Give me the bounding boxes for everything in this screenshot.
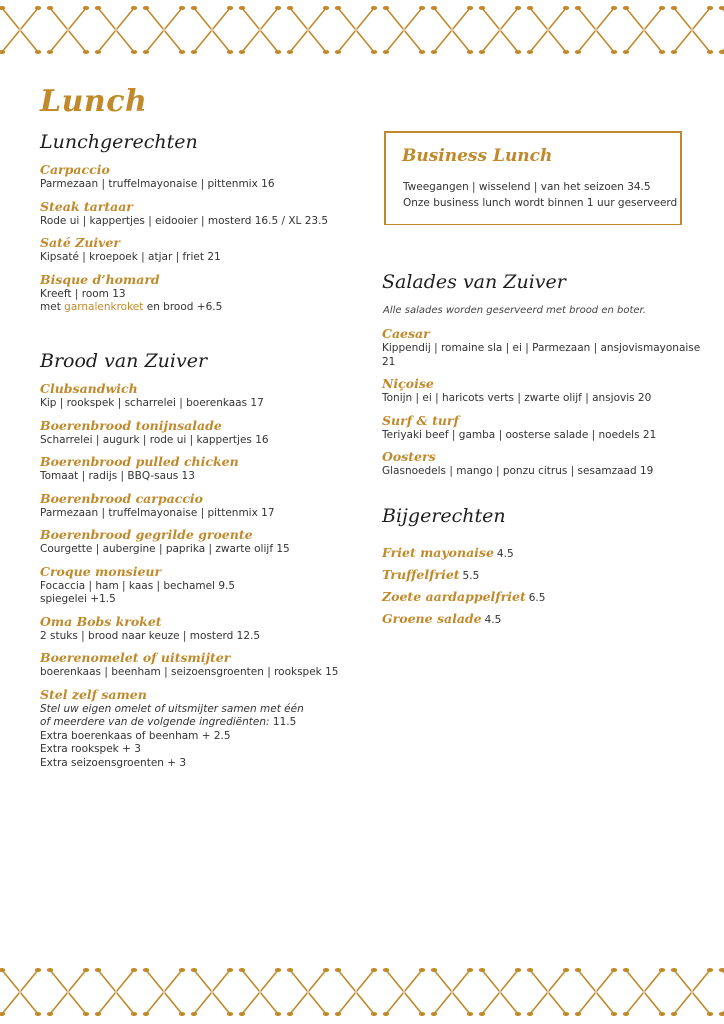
item-name: Boerenbrood gegrilde groente (40, 527, 253, 542)
crossed-cutlery-icon (479, 6, 521, 54)
item-name: Boerenomelet of uitsmijter (40, 650, 231, 665)
crossed-cutlery-icon (719, 968, 724, 1016)
item-name: Oosters (382, 449, 436, 464)
menu-item (40, 199, 360, 229)
crossed-cutlery-icon (95, 968, 137, 1016)
menu-item (40, 527, 370, 557)
item-name: Stel zelf samen (40, 686, 147, 702)
item-description: Courgette | aubergine | paprika | zwarte olijf 15 (40, 543, 290, 555)
crossed-cutlery-icon (623, 968, 665, 1016)
menu-item (40, 687, 370, 771)
crossed-cutlery-icon (383, 968, 425, 1016)
crossed-cutlery-icon (95, 6, 137, 54)
crossed-cutlery-icon (527, 6, 569, 54)
menu-item (40, 162, 360, 192)
item-description: Focaccia | ham | kaas | bechamel 9.5 (40, 579, 236, 592)
item-extra: Extra boerenkaas of beenham + 2.5 (40, 729, 231, 742)
item-name: Surf & turf (382, 412, 459, 428)
crossed-cutlery-icon (671, 968, 713, 1016)
crossed-cutlery-icon (0, 968, 41, 1016)
extra-highlight: garnalenkroket (64, 301, 144, 313)
item-description: boerenkaas | beenham | seizoensgroenten | rookspek 15 (40, 666, 339, 678)
business-lunch-title: Business Lunch (402, 146, 553, 166)
crossed-cutlery-icon (191, 6, 233, 54)
lunchgerechten-list (40, 162, 360, 322)
item-name: Clubsandwich (40, 381, 138, 396)
item-name: Niçoise (382, 376, 434, 391)
item-extra: Extra seizoensgroenten + 3 (40, 756, 187, 769)
crossed-cutlery-icon (287, 968, 329, 1016)
item-name: Saté Zuiver (40, 235, 120, 250)
section-title-lunchgerechten: Lunchgerechten (40, 131, 198, 153)
business-line: Onze business lunch wordt binnen 1 uur geserveerd (403, 197, 678, 209)
item-price: 11.5 (269, 716, 297, 728)
menu-item (382, 326, 712, 369)
salades-list (382, 326, 712, 486)
crossed-cutlery-icon (335, 968, 377, 1016)
item-name: Carpaccio (40, 162, 110, 177)
item-description: Scharrelei | augurk | rode ui | kappertjes 16 (40, 433, 269, 446)
business-lunch-box (384, 131, 682, 225)
item-name: Caesar (382, 326, 430, 341)
section-title-bijgerechten: Bijgerechten (382, 505, 506, 527)
item-name: Oma Bobs kroket (40, 613, 162, 629)
item-description: Parmezaan | truffelmayonaise | pittenmix 16 (40, 178, 275, 190)
item-name: Groene salade (382, 611, 482, 626)
item-description: Tomaat | radijs | BBQ-saus 13 (40, 470, 195, 482)
crossed-cutlery-icon (47, 968, 89, 1016)
menu-item (40, 381, 370, 411)
menu-item (382, 449, 712, 479)
business-lunch-details (403, 179, 677, 211)
menu-item (40, 454, 370, 484)
crossed-cutlery-icon (431, 6, 473, 54)
side-item (382, 542, 545, 564)
side-item (382, 564, 545, 586)
crossed-cutlery-icon (239, 968, 281, 1016)
bijgerechten-list (382, 542, 545, 630)
menu-item (40, 418, 370, 448)
menu-item (40, 235, 360, 265)
item-name: Boerenbrood pulled chicken (40, 454, 239, 469)
item-extra: Extra rookspek + 3 (40, 743, 141, 755)
menu-item (40, 491, 370, 521)
item-description: spiegelei +1.5 (40, 593, 116, 605)
item-price: 5.5 (462, 570, 480, 582)
crossed-cutlery-icon (527, 968, 569, 1016)
item-name: Boerenbrood carpaccio (40, 490, 204, 506)
item-price: 6.5 (528, 592, 546, 604)
crossed-cutlery-icon (575, 968, 617, 1016)
menu-item (382, 413, 712, 443)
menu-item (40, 272, 360, 315)
crossed-cutlery-icon (383, 6, 425, 54)
crossed-cutlery-icon (143, 6, 185, 54)
business-line: Tweegangen | wisselend | van het seizoen 34.5 (403, 181, 651, 193)
side-item (382, 586, 545, 608)
menu-item (40, 614, 370, 644)
page-title: Lunch (40, 84, 148, 119)
crossed-cutlery-icon (431, 968, 473, 1016)
crossed-cutlery-icon (335, 6, 377, 54)
item-name: Croque monsieur (40, 563, 162, 579)
decorative-border-bottom (0, 966, 724, 1018)
section-title-salades: Salades van Zuiver (382, 271, 566, 293)
item-description: Parmezaan | truffelmayonaise | pittenmix 17 (40, 506, 275, 519)
brood-list (40, 381, 370, 777)
crossed-cutlery-icon (575, 6, 617, 54)
item-description: Kreeft | room 13 (40, 287, 126, 300)
item-description-price-line (40, 716, 370, 730)
item-name: Friet mayonaise (382, 545, 494, 560)
item-price: 4.5 (496, 548, 514, 560)
crossed-cutlery-icon (191, 968, 233, 1016)
item-description-italic: Stel uw eigen omelet of uitsmijter samen met één (40, 702, 304, 715)
crossed-cutlery-icon (671, 6, 713, 54)
item-description-italic: of meerdere van de volgende ingrediënten: (40, 716, 270, 728)
crossed-cutlery-icon (479, 968, 521, 1016)
item-description: Tonijn | ei | haricots verts | zwarte olijf | ansjovis 20 (382, 392, 652, 404)
menu-item (40, 564, 370, 607)
item-price: 4.5 (484, 614, 502, 626)
crossed-cutlery-icon (239, 6, 281, 54)
salades-note: Alle salades worden geserveerd met brood en boter. (383, 305, 646, 316)
menu-item (382, 376, 712, 406)
item-name: Zoete aardappelfriet (382, 589, 526, 604)
crossed-cutlery-icon (47, 6, 89, 54)
item-description: Glasnoedels | mango | ponzu citrus | sesamzaad 19 (382, 465, 654, 477)
crossed-cutlery-icon (287, 6, 329, 54)
menu-item (40, 650, 370, 680)
extra-after: en brood +6.5 (143, 301, 223, 313)
item-description: Kipsaté | kroepoek | atjar | friet 21 (40, 251, 221, 263)
crossed-cutlery-icon (719, 6, 724, 54)
item-name: Bisque d’homard (40, 271, 160, 287)
item-description: Rode ui | kappertjes | eidooier | mosterd 16.5 / XL 23.5 (40, 214, 329, 227)
crossed-cutlery-icon (0, 6, 41, 54)
item-extra (40, 301, 360, 315)
section-title-brood: Brood van Zuiver (40, 350, 208, 372)
item-name: Steak tartaar (40, 198, 133, 214)
extra-before: met (40, 301, 65, 313)
crossed-cutlery-icon (143, 968, 185, 1016)
side-item (382, 608, 545, 630)
item-name: Truffelfriet (382, 567, 460, 582)
item-name: Boerenbrood tonijnsalade (40, 417, 222, 433)
item-description: Teriyaki beef | gamba | oosterse salade | noedels 21 (382, 428, 657, 441)
item-description: 2 stuks | brood naar keuze | mosterd 12.5 (40, 629, 261, 642)
item-description: Kippendij | romaine sla | ei | Parmezaan | ansjovismayonaise 21 (382, 342, 701, 368)
item-description: Kip | rookspek | scharrelei | boerenkaas 17 (40, 397, 264, 409)
crossed-cutlery-icon (623, 6, 665, 54)
decorative-border-top (0, 4, 724, 56)
